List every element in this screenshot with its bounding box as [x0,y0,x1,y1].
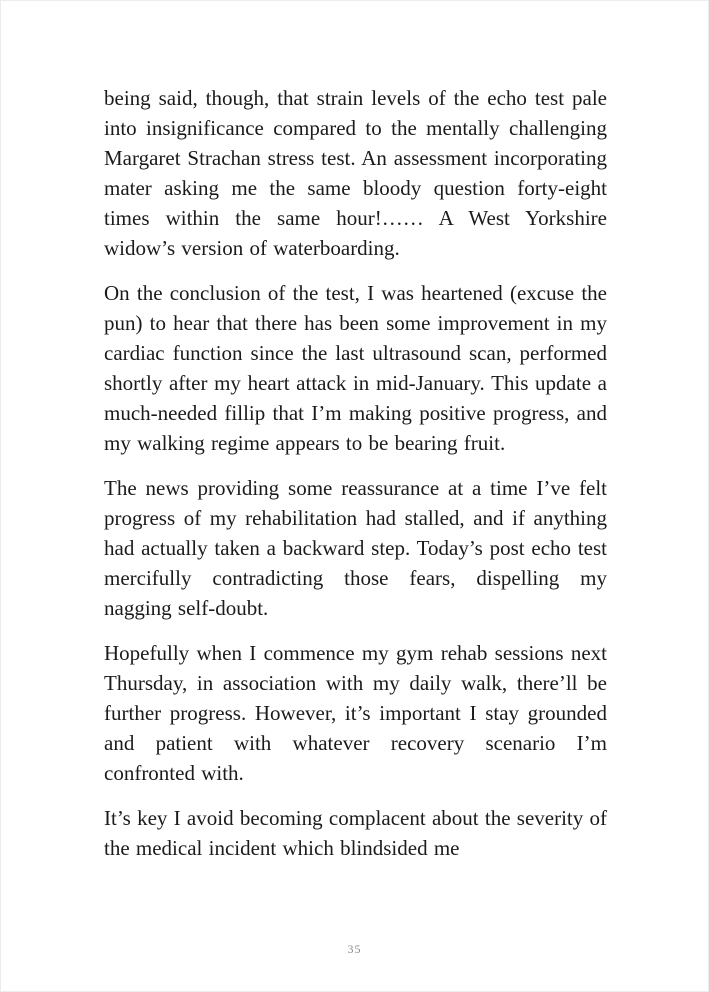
text-block [104,83,607,878]
paragraph: The news providing some reassurance at a time I’ve felt progress of my rehabilitation had stalled, and if anything had actually taken a backward step. Today’s post echo test mercifully contradicting those fears, dispelling my nagging self-doubt. [104,476,607,620]
paragraph: being said, though, that strain levels of the echo test pale into insignificance compared to the mentally challenging Margaret Strachan stress test. An assessment incorporating mater asking me the same bloody question forty-eight times within the same hour!…… A West Yorkshire widow’s version of waterboarding. [104,86,607,260]
page-number: 35 [347,942,362,956]
paragraph: It’s key I avoid becoming complacent about the severity of the medical incident which blindsided me [104,806,607,860]
paragraph: Hopefully when I commence my gym rehab sessions next Thursday, in association with my daily walk, there’ll be further progress. However, it’s important I stay grounded and patient with whatever recovery scenario I’m confronted with. [104,641,607,785]
paragraph: On the conclusion of the test, I was heartened (excuse the pun) to hear that there has been some improvement in my cardiac function since the last ultrasound scan, performed shortly after my heart attack in mid-January. This update a much-needed fillip that I’m making positive progress, and my walking regime appears to be bearing fruit. [104,281,607,455]
